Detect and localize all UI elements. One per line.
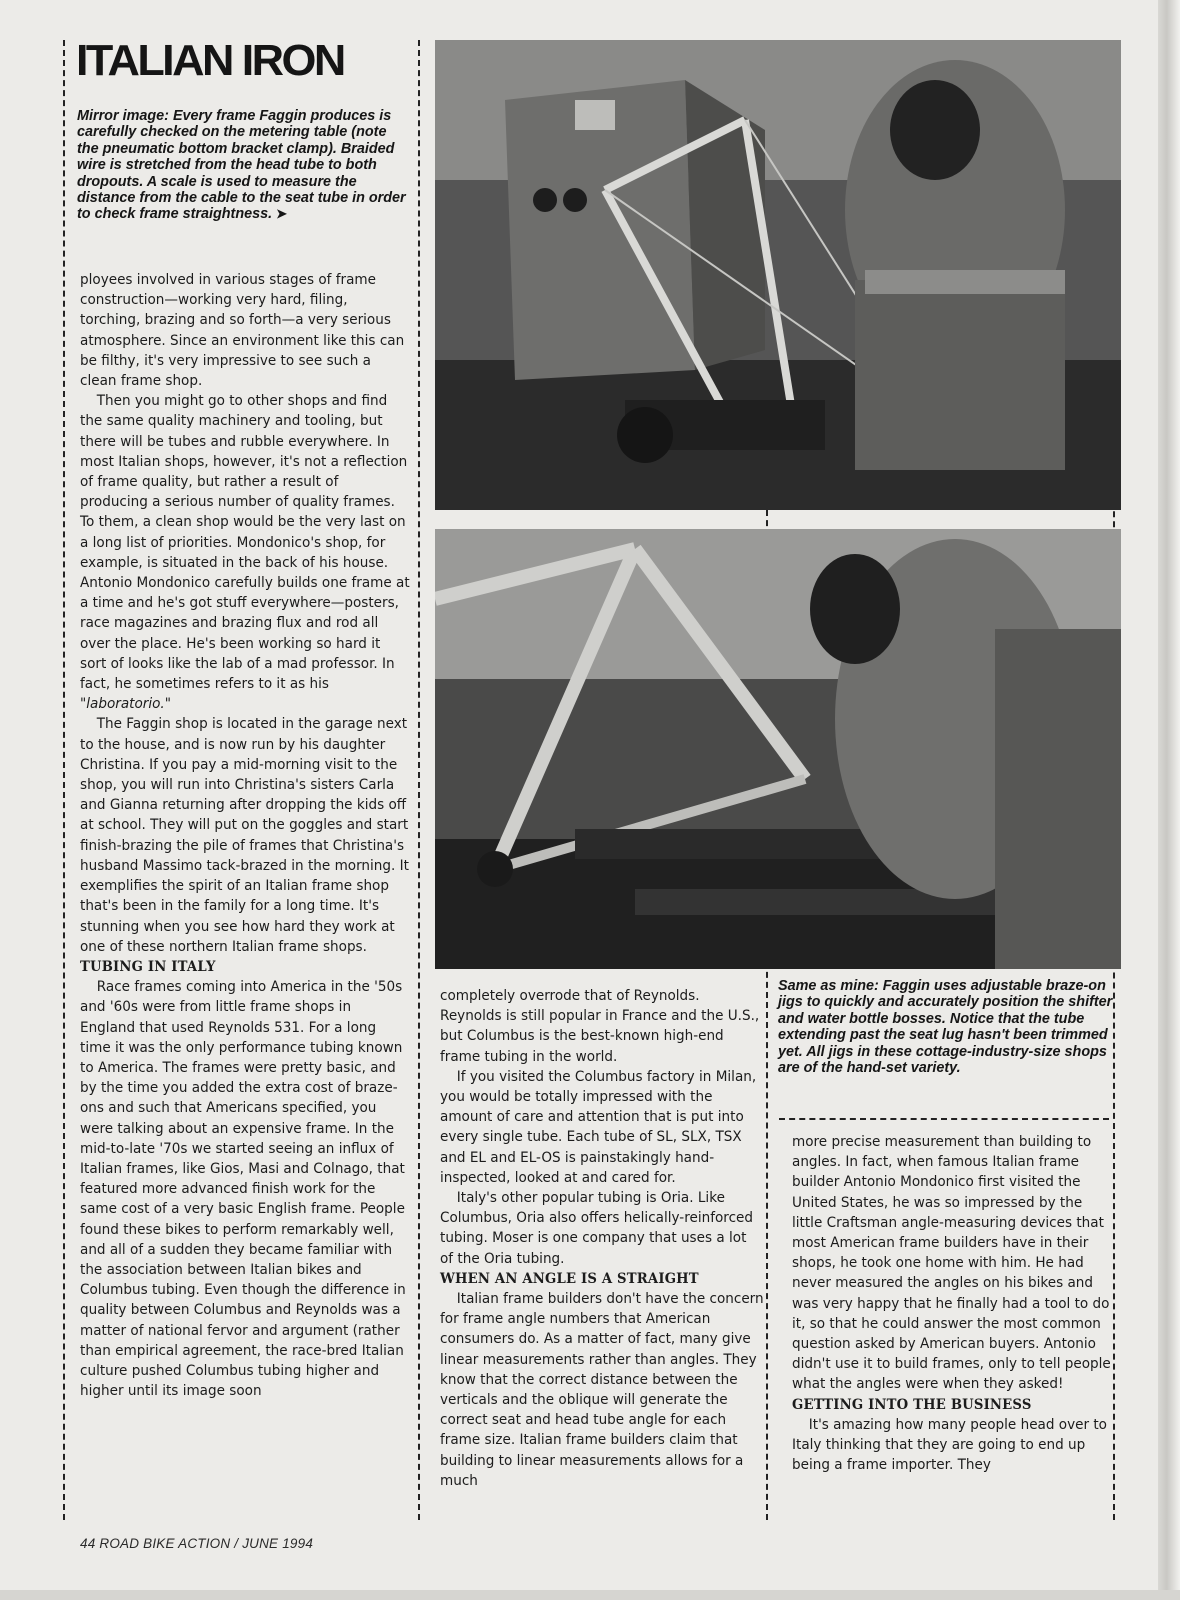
- paragraph-text: Then you might go to other shops and find the same quality machinery and tooling, but there will be tubes and rubble everywhere. In most Italian shops, however, it's not a reflection of frame quality, but rather a result of producing a serious number of quality frames. To them, a clean shop would be the very last on a long list of priorities. Mondonico's shop, for example, is situated in the back of his house. Antonio Mondonico carefully builds one frame at a time and he's got stuff everywhere—posters, race magazines and brazing flux and rod all over the place. He's been working so hard it sort of looks like the lab of a mad professor. In fact, he sometimes refers to it as his: [80, 392, 410, 693]
- text-column-3: [792, 1132, 1116, 1475]
- column-rule-1: [418, 40, 420, 1520]
- article-title: ITALIAN IRON: [76, 36, 344, 85]
- caption-rule: [779, 1118, 1109, 1120]
- paragraph: Italy's other popular tubing is Oria. Like Columbus, Oria also offers helically-reinforced tubing. Moser is one company that uses a lot of the Oria tubing.: [440, 1189, 754, 1267]
- column-rule-left: [63, 40, 65, 1520]
- caption-top-text: Mirror image: Every frame Faggin produces is carefully checked on the metering table (note the pneumatic bottom bracket clamp). Braided wire is stretched from the head tube to both dropouts. A scale is used to measure the distance from the cable to the seat tube in order to check frame straightness.: [77, 108, 406, 223]
- photo-metering-table: [435, 40, 1121, 510]
- photo-caption-bottom: Same as mine: Faggin uses adjustable braze-on jigs to quickly and accurately position the shifter and water bottle bosses. Notice that the tube extending past the seat lug hasn't been trimmed yet. All jigs in these cottage-industry-size shops are of the hand-set variety.: [778, 978, 1113, 1077]
- paragraph: Italian frame builders don't have the concern for frame angle numbers that American consumers do. As a matter of fact, many give linear measurements rather than angles. They know that the correct distance between the verticals and the oblique will generate the correct seat and head tube angle for each frame size. Italian frame builders claim that building to linear measurements allows for a much: [440, 1290, 764, 1489]
- text-column-1: [80, 270, 410, 1401]
- paragraph: The Faggin shop is located in the garage next to the house, and is now run by his daughter Christina. If you pay a mid-morning visit to the shop, you will run into Christina's sisters Carla and Gianna returning after dropping the kids off at school. They will put on the goggles and start finish-brazing the pile of frames that Christina's husband Massimo tack-brazed in the morning. It exemplifies the spirit of an Italian frame shop that's been in the family for a long time. It's stunning when you see how hard they work at one of these northern Italian frame shops.: [80, 715, 409, 955]
- photo-braze-on-jig-image: [435, 529, 1121, 969]
- paragraph: If you visited the Columbus factory in Milan, you would be totally impressed with the amount of care and attention that is put into every single tube. Each tube of SL, SLX, TSX and EL and EL-OS is painstakingly hand-inspected, looked at and cared for.: [440, 1067, 757, 1186]
- page-bottom-edge: [0, 1590, 1180, 1600]
- text-column-2: [440, 986, 764, 1491]
- paragraph: It's amazing how many people head over to Italy thinking that they are going to end up being a frame importer. They: [792, 1415, 1107, 1474]
- section-heading-business: GETTING INTO THE BUSINESS: [792, 1396, 1032, 1413]
- paragraph: Race frames coming into America in the '50s and '60s were from little frame shops in England that used Reynolds 531. For a long time it was the only performance tubing known to America. The frames were pretty basic, and by the time you added the extra cost of braze-ons and such that Americans specified, you were talking about an expensive frame. In the mid-to-late '70s we started seeing an influx of Italian frames, like Gios, Masi and Colnago, that featured more advanced finish work for the same cost of a very basic English frame. People found these bikes to perform remarkably well, and all of a sudden they became familiar with the association between Italian bikes and Columbus tubing. Even though the difference in quality between Columbus and Reynolds was a matter of national fervor and argument (rather than empirical agreement, the race-bred Italian culture pushed Columbus tubing higher and higher until its image soon: [80, 978, 406, 1400]
- page-footer: 44 ROAD BIKE ACTION / JUNE 1994: [80, 1536, 314, 1551]
- photo-braze-on-jig: [435, 529, 1121, 969]
- paragraph: completely overrode that of Reynolds. Reynolds is still popular in France and the U.S., but Columbus is the best-known high-end frame tubing in the world.: [440, 987, 760, 1065]
- italic-word: "laboratorio.": [80, 695, 171, 713]
- caption-arrow-icon: ➤: [276, 206, 288, 222]
- section-heading-tubing: TUBING IN ITALY: [80, 958, 216, 975]
- photo-metering-table-image: [435, 40, 1121, 510]
- section-heading-angle: WHEN AN ANGLE IS A STRAIGHT: [440, 1270, 699, 1287]
- paragraph: ployees involved in various stages of frame construction—working very hard, filing, torching, brazing and so forth—a very serious atmosphere. Since an environment like this can be filthy, it's very impressive to see such a clean frame shop.: [80, 271, 405, 390]
- paragraph: [80, 391, 410, 714]
- page-edge: [1158, 0, 1180, 1600]
- photo-caption-top: [77, 108, 407, 223]
- paragraph: more precise measurement than building to angles. In fact, when famous Italian frame builder Antonio Mondonico first visited the United States, he was so impressed by the little Craftsman angle-measuring devices that most American frame builders have in their shops, he took one home with him. He had never measured the angles on his bikes and was very happy that he finally had a tool to do it, so that he could answer the most common question asked by American buyers. Antonio didn't use it to build frames, only to tell people what the angles were when they asked!: [792, 1133, 1111, 1393]
